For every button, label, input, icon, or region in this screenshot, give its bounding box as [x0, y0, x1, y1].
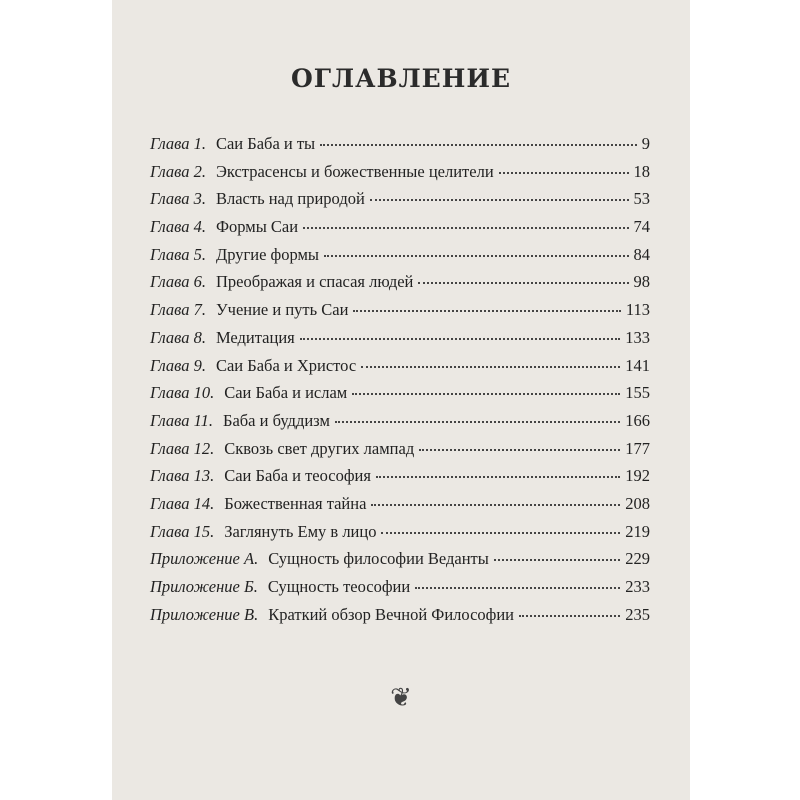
- toc-entry-label: Глава 14.: [150, 493, 215, 513]
- toc-entry-page: 84: [633, 244, 650, 264]
- toc-entry: [150, 272, 650, 300]
- toc-entry-title: Краткий обзор Вечной Философии: [268, 604, 514, 624]
- toc-entry-page: 177: [625, 438, 650, 458]
- toc-entry-title: Учение и путь Саи: [215, 300, 349, 320]
- dot-leader: [335, 421, 620, 423]
- toc-entry-title: Формы Саи: [215, 217, 299, 237]
- toc-entry-title: Медитация: [215, 327, 295, 347]
- toc-entry-title: Экстрасенсы и божественные целители: [215, 161, 494, 181]
- toc-entry: [150, 522, 650, 550]
- toc-entry: [150, 383, 650, 411]
- toc-entry-label: Глава 4.: [150, 217, 206, 237]
- dot-leader: [494, 559, 620, 561]
- toc-entry-label: Глава 13.: [150, 466, 215, 486]
- toc-entry: [150, 439, 650, 467]
- dot-leader: [353, 310, 620, 312]
- toc-entry-label: Глава 3.: [150, 189, 206, 209]
- toc-entry-page: 166: [625, 410, 650, 430]
- toc-entry-title: Сущность философии Веданты: [268, 549, 489, 569]
- toc-entry-title: Саи Баба и ислам: [224, 383, 348, 403]
- toc-entry: [150, 356, 650, 384]
- toc-entry-title: Божественная тайна: [224, 493, 367, 513]
- toc-entry-page: 155: [625, 383, 650, 403]
- toc-entry-page: 133: [625, 327, 650, 347]
- toc-entry: [150, 494, 650, 522]
- toc-entry-page: 208: [625, 493, 650, 513]
- toc-entry-label: Глава 8.: [150, 327, 206, 347]
- toc-entry-label: Глава 7.: [150, 300, 206, 320]
- toc-entry: [150, 245, 650, 273]
- toc-entry-title: Преображая и спасая людей: [215, 272, 414, 292]
- dot-leader: [300, 338, 621, 340]
- dot-leader: [376, 476, 620, 478]
- toc-entry-label: Глава 11.: [150, 410, 213, 430]
- toc-entry-title: Саи Баба и теософия: [224, 466, 371, 486]
- toc-entry: [150, 217, 650, 245]
- toc-entry-title: Заглянуть Ему в лицо: [224, 521, 377, 541]
- toc-entry-title: Саи Баба и ты: [215, 134, 316, 153]
- toc-entry-page: 192: [625, 466, 650, 486]
- dot-leader: [361, 366, 620, 368]
- toc-entry-title: Другие формы: [215, 244, 320, 264]
- toc-entry-page: 98: [633, 272, 650, 292]
- toc-entry-page: 141: [625, 355, 650, 375]
- dot-leader: [381, 532, 620, 534]
- dot-leader: [499, 172, 629, 174]
- toc-entry-page: 219: [625, 521, 650, 541]
- toc-entry: [150, 411, 650, 439]
- toc-entry-label: Глава 10.: [150, 383, 215, 403]
- toc-entry-page: 233: [625, 577, 650, 596]
- dot-leader: [303, 227, 628, 229]
- toc-entry-page: 74: [633, 217, 650, 237]
- table-of-contents: [150, 134, 650, 632]
- dot-leader: [419, 449, 620, 451]
- toc-entry: [150, 189, 650, 217]
- toc-entry-page: 235: [625, 604, 650, 624]
- toc-entry: [150, 134, 650, 162]
- toc-entry: [150, 577, 650, 605]
- toc-entry: [150, 162, 650, 190]
- toc-entry: [150, 605, 650, 633]
- toc-entry-label: Приложение А.: [150, 549, 259, 569]
- toc-entry-title: Баба и буддизм: [222, 410, 330, 430]
- toc-entry-label: Приложение Б.: [150, 577, 258, 596]
- toc-entry-label: Глава 2.: [150, 161, 206, 181]
- toc-entry-page: 9: [641, 134, 650, 153]
- toc-entry-page: 53: [633, 189, 650, 209]
- dot-leader: [371, 504, 620, 506]
- toc-entry-title: Сквозь свет других лампад: [224, 438, 415, 458]
- toc-entry-label: Глава 1.: [150, 134, 206, 153]
- toc-entry-page: 18: [633, 161, 650, 181]
- toc-entry-title: Сущность теософии: [267, 577, 411, 596]
- dot-leader: [324, 255, 628, 257]
- toc-entry: [150, 300, 650, 328]
- toc-entry-title: Власть над природой: [215, 189, 365, 209]
- toc-entry-page: 113: [625, 300, 650, 320]
- toc-entry: [150, 328, 650, 356]
- toc-entry-title: Саи Баба и Христос: [215, 355, 357, 375]
- dot-leader: [415, 587, 620, 589]
- dot-leader: [320, 144, 637, 146]
- fleuron-icon: ❦: [390, 683, 412, 713]
- toc-entry-label: Приложение В.: [150, 604, 259, 624]
- toc-entry: [150, 466, 650, 494]
- toc-entry-label: Глава 15.: [150, 521, 215, 541]
- toc-entry-label: Глава 9.: [150, 355, 206, 375]
- page-title: ОГЛАВЛЕНИЕ: [290, 64, 512, 93]
- dot-leader: [352, 393, 620, 395]
- toc-entry: [150, 549, 650, 577]
- toc-entry-label: Глава 12.: [150, 438, 215, 458]
- toc-entry-page: 229: [625, 549, 650, 569]
- toc-entry-label: Глава 6.: [150, 272, 206, 292]
- dot-leader: [418, 282, 628, 284]
- dot-leader: [370, 199, 629, 201]
- dot-leader: [519, 615, 620, 617]
- toc-entry-label: Глава 5.: [150, 244, 206, 264]
- book-page: [112, 0, 690, 800]
